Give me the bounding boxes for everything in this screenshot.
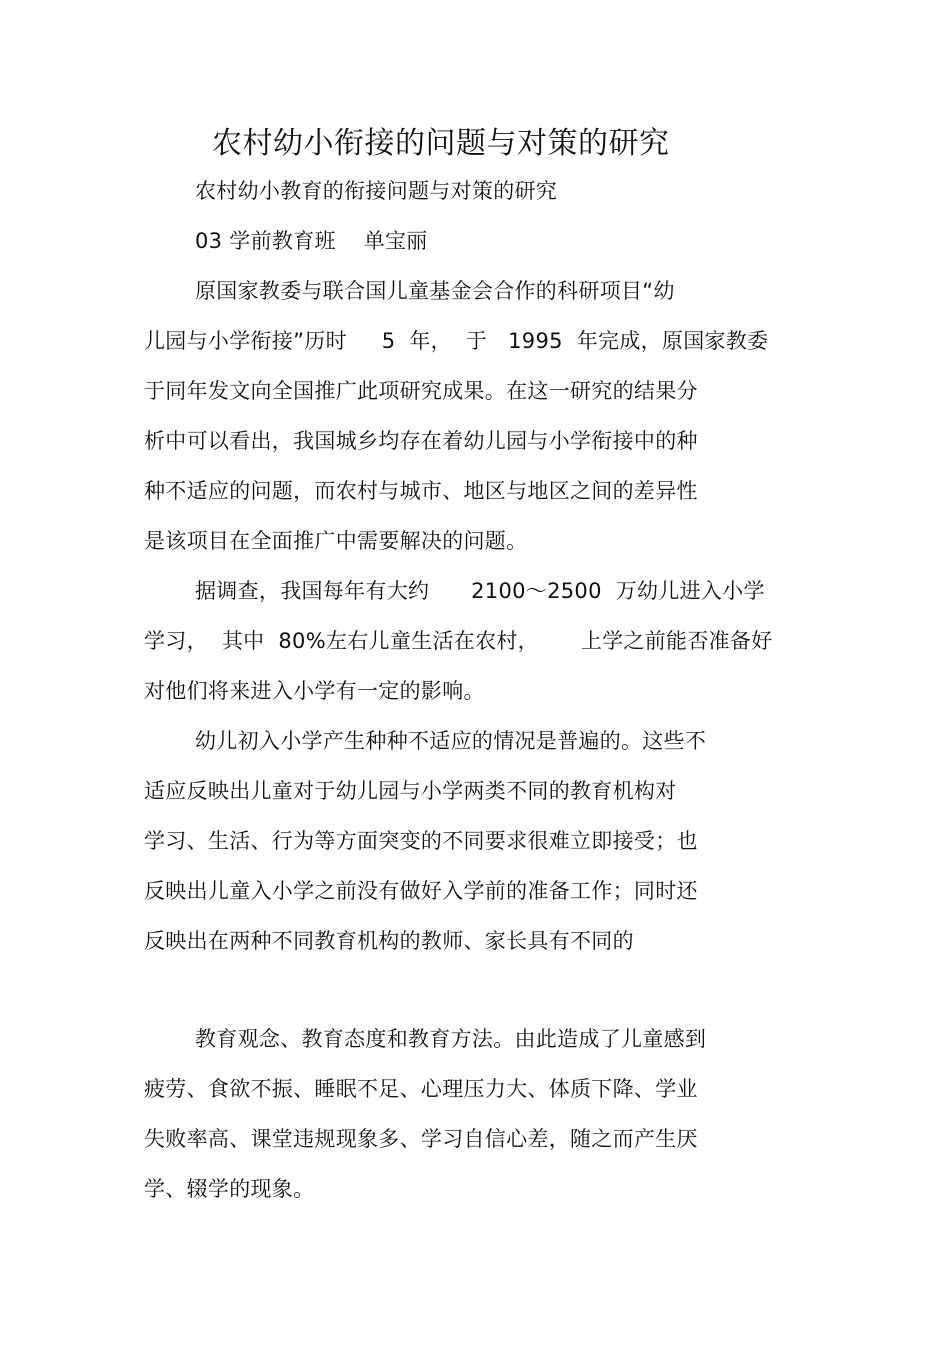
paragraph-line: 反映出在两种不同教育机构的教师、家长具有不同的 xyxy=(144,929,634,953)
paragraph-line: 原国家教委与联合国儿童基金会合作的科研项目“幼 xyxy=(195,279,675,303)
paragraph-line: 学习、生活、行为等方面突变的不同要求很难立即接受；也 xyxy=(144,829,698,853)
author-line: 03 学前教育班 单宝丽 xyxy=(195,229,428,253)
paragraph-line: 学习， 其中 80%左右儿童生活在农村， 上学之前能否准备好 xyxy=(144,629,773,653)
paragraph-line: 于同年发文向全国推广此项研究成果。在这一研究的结果分 xyxy=(144,379,698,403)
paragraph-line: 种不适应的问题，而农村与城市、地区与地区之间的差异性 xyxy=(144,479,698,503)
document-title: 农村幼小衔接的问题与对策的研究 xyxy=(212,126,670,161)
paragraph-line: 学、辍学的现象。 xyxy=(144,1177,315,1201)
paragraph-line: 对他们将来进入小学有一定的影响。 xyxy=(144,679,485,703)
document-subtitle: 农村幼小教育的衔接问题与对策的研究 xyxy=(195,179,558,203)
paragraph-line: 反映出儿童入小学之前没有做好入学前的准备工作；同时还 xyxy=(144,879,698,903)
paragraph-line: 幼儿初入小学产生种种不适应的情况是普遍的。这些不 xyxy=(195,729,707,753)
paragraph-line: 失败率高、课堂违规现象多、学习自信心差，随之而产生厌 xyxy=(144,1127,698,1151)
paragraph-line: 是该项目在全面推广中需要解决的问题。 xyxy=(144,529,528,553)
paragraph-line: 儿园与小学衔接”历时 5 年， 于 1995 年完成，原国家教委 xyxy=(144,329,769,353)
paragraph-line: 教育观念、教育态度和教育方法。由此造成了儿童感到 xyxy=(195,1027,707,1051)
paragraph-line: 析中可以看出，我国城乡均存在着幼儿园与小学衔接中的种 xyxy=(144,429,698,453)
paragraph-line: 适应反映出儿童对于幼儿园与小学两类不同的教育机构对 xyxy=(144,779,677,803)
paragraph-line: 疲劳、食欲不振、睡眠不足、心理压力大、体质下降、学业 xyxy=(144,1077,698,1101)
paragraph-line: 据调查，我国每年有大约 2100～2500 万幼儿进入小学 xyxy=(195,579,765,603)
